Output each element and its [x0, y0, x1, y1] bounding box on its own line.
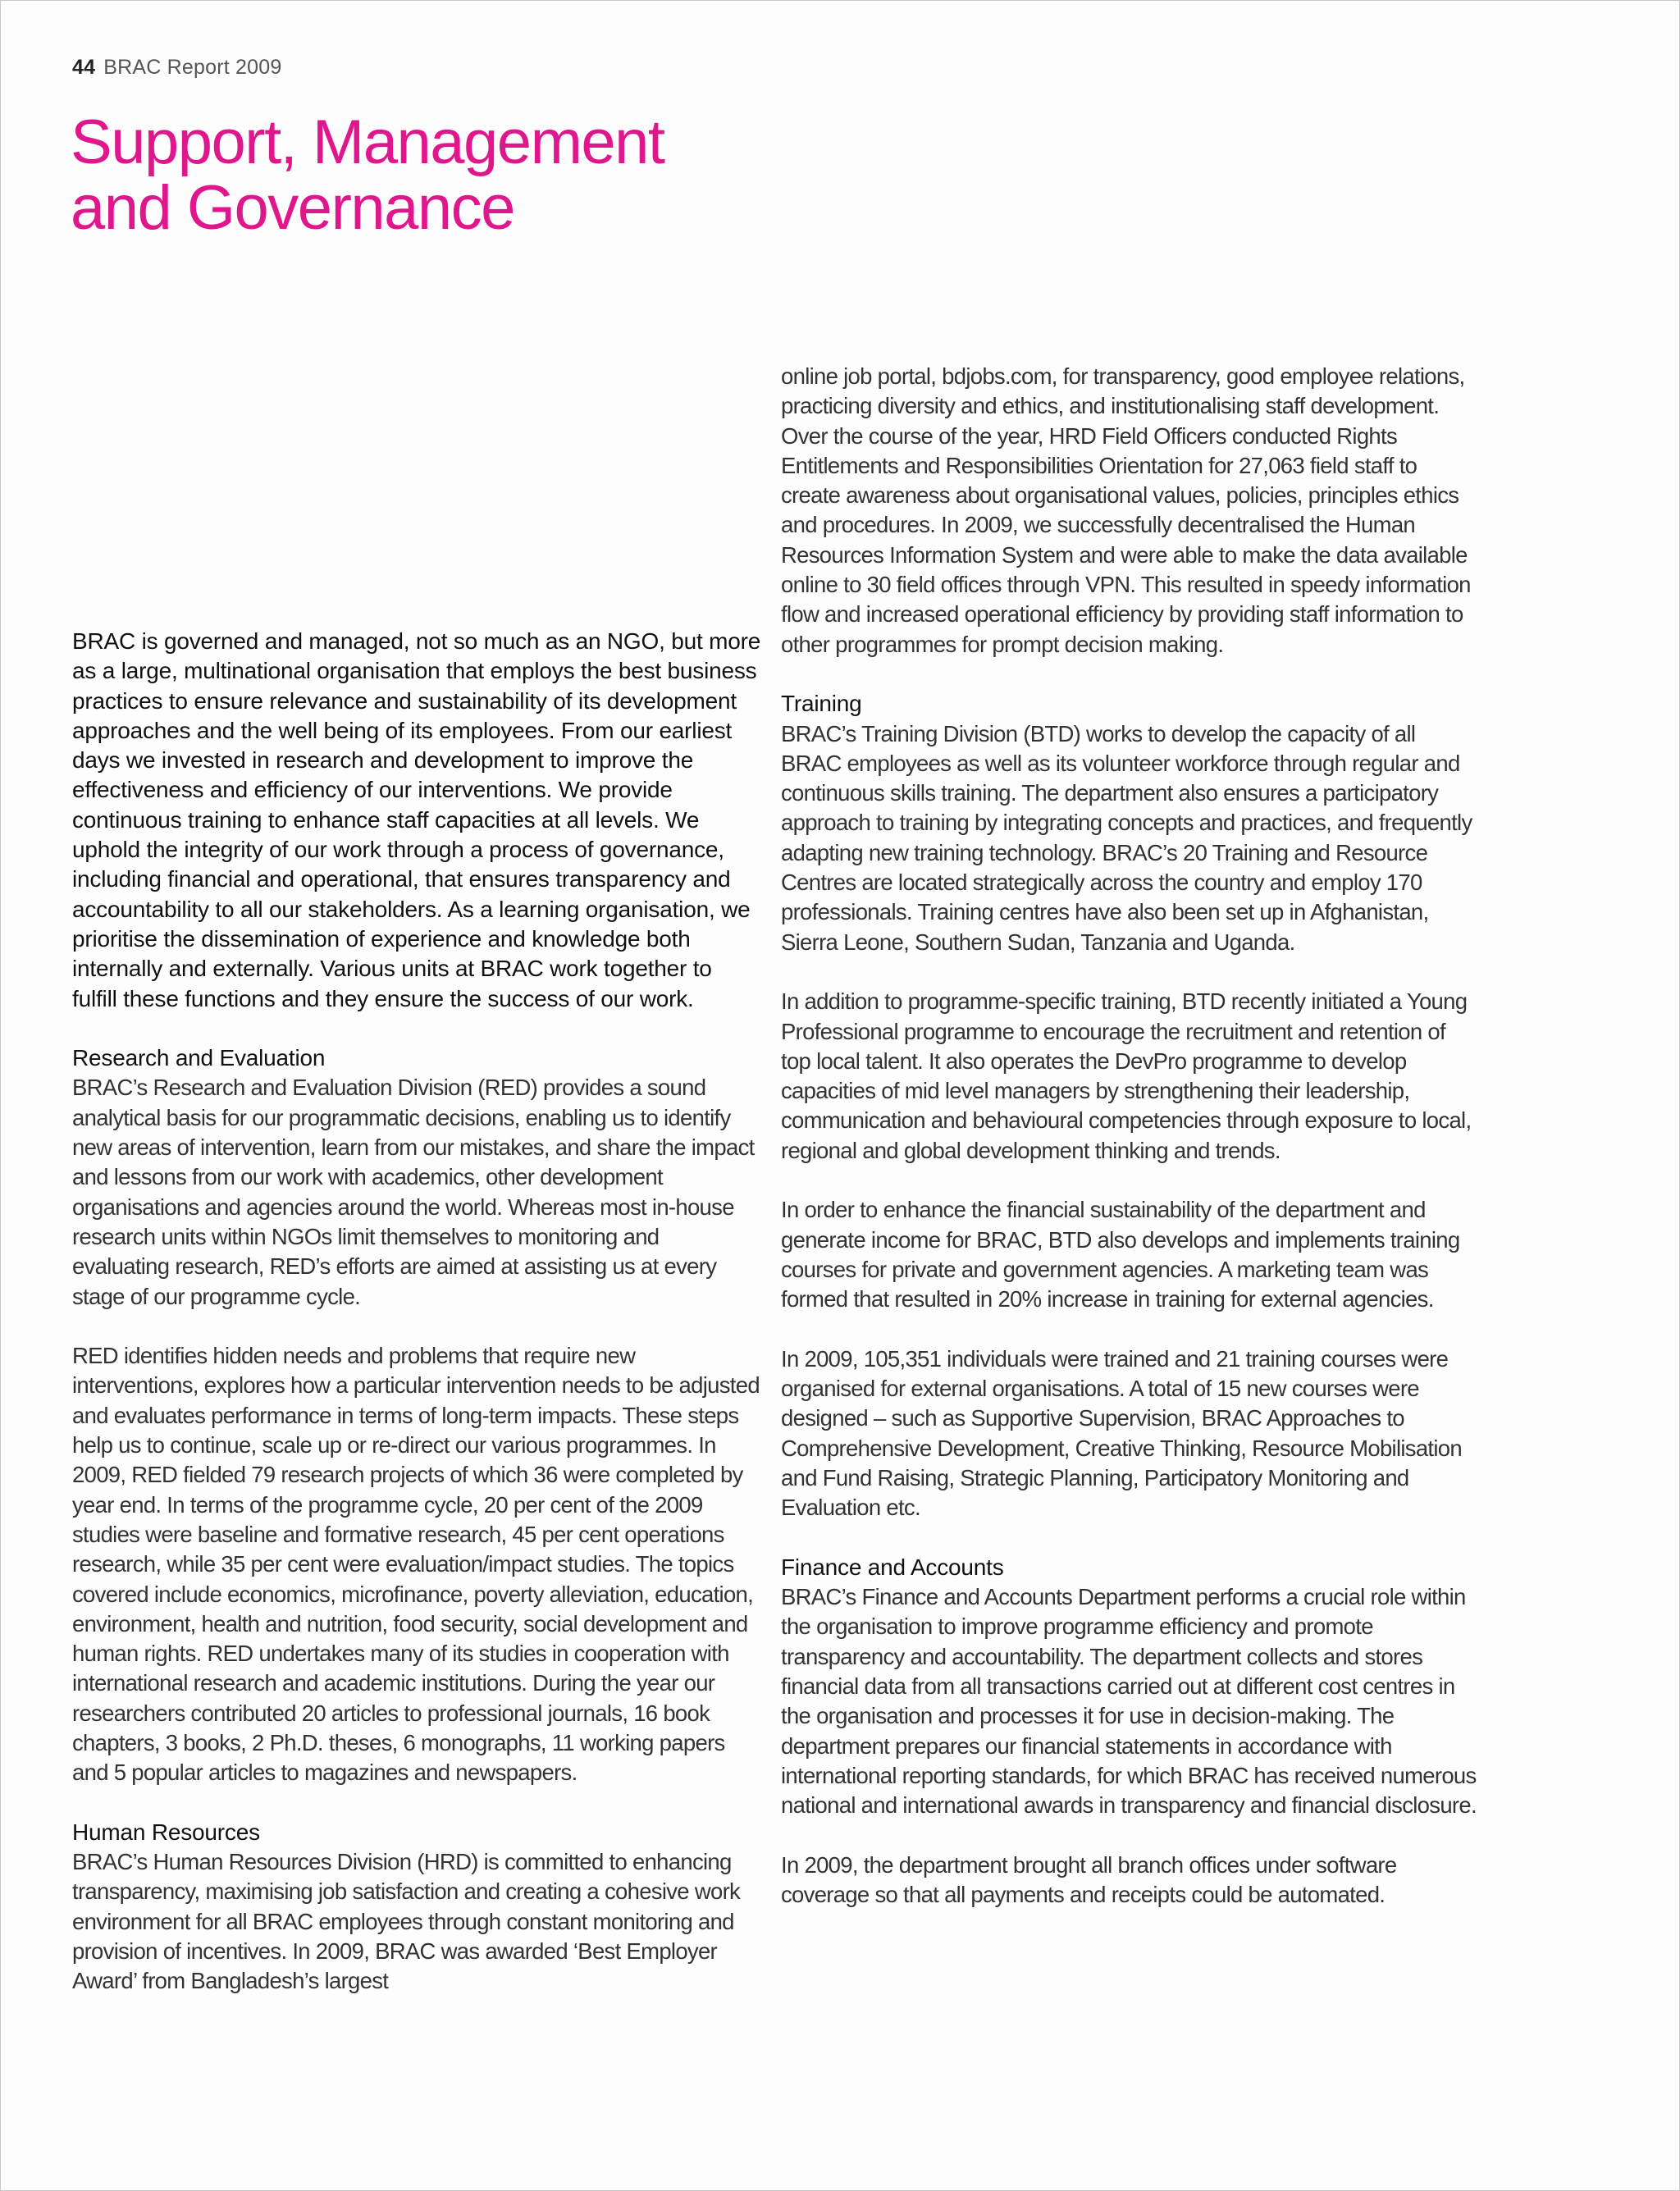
- training-paragraph-3: In order to enhance the financial sustainability of the department and generate income for BRAC, BTD also develops and implements training courses for private and government agencies. A marketing team was formed that resulted in 20% increase in training for external agencies.: [781, 1197, 1460, 1312]
- hr-paragraph-1: BRAC’s Human Resources Division (HRD) is committed to enhancing transparency, maximising job satisfaction and creating a cohesive work environment for all BRAC employees through constant monitoring and provision of incentives. In 2009, BRAC was awarded ‘Best Employer Award’ from Bangladesh’s largest: [72, 1849, 741, 1994]
- finance-paragraph-1: BRAC’s Finance and Accounts Department performs a crucial role within the organisation to improve programme efficiency and promote transparency and accountability. The department collects and stores financial data from all transactions carried out at different cost centres in the organisation and processes it for use in decision-making. The department prepares our financial statements in accordance with international reporting standards, for which BRAC has received numerous national and international awards in transparency and financial disclosure.: [781, 1584, 1477, 1819]
- training-paragraph-1: BRAC’s Training Division (BTD) works to develop the capacity of all BRAC employees as well as its volunteer workforce through regular and continuous skills training. The department also ensures a participatory approach to training by integrating concepts and practices, and frequently adapting new training technology. BRAC’s 20 Training and Resource Centres are located strategically across the country and employ 170 professionals. Training centres have also been set up in Afghanistan, Sierra Leone, Southern Sudan, Tanzania and Uganda.: [781, 720, 1472, 955]
- left-column: [72, 627, 761, 1997]
- hr-heading: Human Resources: [72, 1819, 260, 1845]
- research-paragraph-2: RED identifies hidden needs and problems that require new interventions, explores how a particular intervention needs to be adjusted and evaluates performance in terms of long-term impacts. These steps help us to continue, scale up or re-direct our various programmes. In 2009, RED fielded 79 research projects of which 36 were completed by year end. In terms of the programme cycle, 20 per cent of the 2009 studies were baseline and formative research, 45 per cent operations research, while 35 per cent were evaluation/impact studies. The topics covered include economics, microfinance, poverty alleviation, education, environment, health and nutrition, food security, social development and human rights. RED undertakes many of its studies in cooperation with international research and academic institutions. During the year our researchers contributed 20 articles to professional journals, 16 book chapters, 3 books, 2 Ph.D. theses, 6 monographs, 11 working papers and 5 popular articles to magazines and newspapers.: [72, 1343, 760, 1786]
- page-title-line-2: and Governance: [71, 173, 514, 243]
- publication-title: BRAC Report 2009: [103, 56, 282, 79]
- research-paragraph-1: BRAC’s Research and Evaluation Division (RED) provides a sound analytical basis for our programmatic decisions, enabling us to identify new areas of intervention, learn from our mistakes, and share the impact and lessons from our work with academics, other development organisations and agencies around the world. Whereas most in-house research units within NGOs limit themselves to monitoring and evaluating research, RED’s efforts are aimed at assisting us at every stage of our programme cycle.: [72, 1075, 755, 1309]
- intro-paragraph: BRAC is governed and managed, not so much as an NGO, but more as a large, multinational organisation that employs the best business practices to ensure relevance and sustainability of its development approaches and the well being of its employees. From our earliest days we invested in research and development to improve the effectiveness and efficiency of our interventions. We provide continuous training to enhance staff capacities at all levels. We uphold the integrity of our work through a process of governance, including financial and operational, that ensures transparency and accountability to all our stakeholders. As a learning organisation, we prioritise the dissemination of experience and knowledge both internally and externally. Various units at BRAC work together to fulfill these functions and they ensure the success of our work.: [72, 628, 761, 1011]
- training-paragraph-2: In addition to programme-specific training, BTD recently initiated a Young Professional programme to encourage the recruitment and retention of top local talent. It also operates the DevPro programme to develop capacities of mid level managers by strengthening their leadership, communication and behavioural competencies through exposure to local, regional and global development thinking and trends.: [781, 988, 1472, 1163]
- finance-paragraph-2: In 2009, the department brought all branch offices under software coverage so that all payments and receipts could be automated.: [781, 1851, 1397, 1908]
- training-paragraph-4: In 2009, 105,351 individuals were trained and 21 training courses were organised for external organisations. A total of 15 new courses were designed – such as Supportive Supervision, BRAC Approaches to Comprehensive Development, Creative Thinking, Resource Mobilisation and Fund Raising, Strategic Planning, Participatory Monitoring and Evaluation etc.: [781, 1345, 1462, 1521]
- page-number: 44: [72, 56, 96, 79]
- running-header: [72, 54, 281, 80]
- training-heading: Training: [781, 691, 862, 717]
- page-title: [71, 107, 809, 243]
- finance-heading: Finance and Accounts: [781, 1554, 1004, 1580]
- right-column: [781, 362, 1478, 1910]
- research-heading: Research and Evaluation: [72, 1045, 326, 1071]
- hr-paragraph-continued: online job portal, bdjobs.com, for transparency, good employee relations, practicing diversity and ethics, and institutionalising staff development. Over the course of the year, HRD Field Officers conducted Rights Entitlements and Responsibilities Orientation for 27,063 field staff to create awareness about organisational values, policies, principles ethics and procedures. In 2009, we successfully decentralised the Human Resources Information System and were able to make the data available online to 30 field offices through VPN. This resulted in speedy information flow and increased operational efficiency by providing staff information to other programmes for prompt decision making.: [781, 363, 1471, 657]
- page-title-line-1: Support, Management: [71, 107, 664, 177]
